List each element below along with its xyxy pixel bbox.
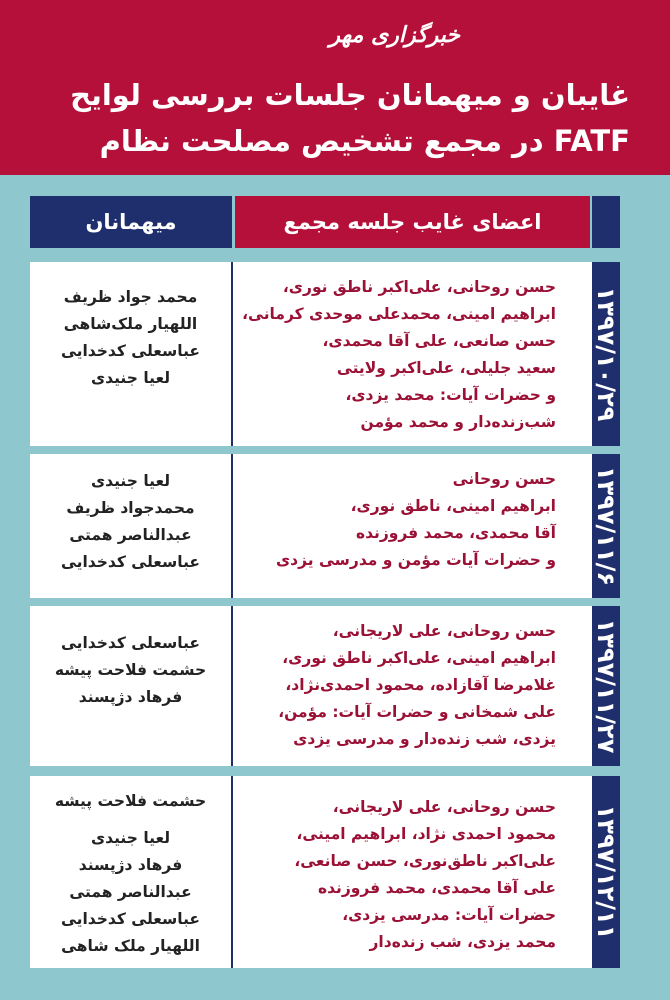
page-title <box>40 72 630 164</box>
absent-line: علی آقا محمدی، محمد فروزنده <box>317 879 556 897</box>
column-header-date <box>592 196 620 248</box>
guest-name: لعیا جنیدی <box>90 472 171 490</box>
absent-cell <box>235 454 590 598</box>
guest-name: لعیا جنیدی <box>90 369 171 387</box>
mehr-news-logo <box>230 14 460 60</box>
table-row <box>30 776 620 968</box>
absent-line: علی‌اکبر ناطق‌نوری، حسن صانعی، <box>294 852 556 870</box>
absent-line: غلامرضا آقازاده، محمود احمدی‌نژاد، <box>285 676 556 694</box>
guest-name: اللهیار ملک شاهی <box>61 937 200 955</box>
absent-line: حسن روحانی <box>452 470 556 488</box>
date-cell <box>592 776 620 968</box>
guest-name: عباسعلی کدخدایی <box>60 910 201 928</box>
spacer <box>30 815 231 825</box>
table-row <box>30 606 620 766</box>
title-line-1: غایبان و میهمانان جلسات بررسی لوایح <box>70 78 630 112</box>
absent-cell <box>235 606 590 766</box>
absent-line: آقا محمدی، محمد فروزنده <box>355 524 556 542</box>
table-row <box>30 262 620 446</box>
table-header <box>30 196 620 248</box>
absent-line: و حضرات آیات مؤمن و مدرسی یزدی <box>275 551 556 569</box>
title-line-2: FATF در مجمع تشخیص مصلحت نظام <box>99 124 630 158</box>
absent-line: شب‌زنده‌دار و محمد مؤمن <box>360 413 556 431</box>
guest-name: لعیا جنیدی <box>90 829 171 847</box>
absent-line: حسن صانعی، علی آقا محمدی، <box>322 332 556 350</box>
date-cell <box>592 262 620 446</box>
absent-line: محمد یزدی، شب زنده‌دار <box>369 933 556 951</box>
column-header-absent: اعضای غایب جلسه مجمع <box>235 196 590 248</box>
header-banner <box>0 0 670 175</box>
guest-name: اللهیار ملک‌شاهی <box>63 315 198 333</box>
guest-name: عباسعلی کدخدایی <box>60 553 201 571</box>
date-label: ۱۳۹۷/۱۲/۱۱ <box>592 804 620 940</box>
table-row <box>30 454 620 598</box>
guests-cell <box>30 262 233 446</box>
absent-line: سعید جلیلی، علی‌اکبر ولایتی <box>336 359 556 377</box>
absent-line: یزدی، شب زنده‌دار و مدرسی یزدی <box>293 730 556 748</box>
date-label: ۱۳۹۷/۱۱/۲۷ <box>592 618 620 754</box>
absent-line: حسن روحانی، علی‌اکبر ناطق نوری، <box>282 278 556 296</box>
guest-name: محمدجواد ظریف <box>66 499 195 517</box>
logo-text: خبرگزاری مهر <box>329 22 460 48</box>
guest-name: محمد جواد ظریف <box>63 288 198 306</box>
guests-cell <box>30 454 233 598</box>
absent-line: و حضرات آیات: محمد یزدی، <box>345 386 556 404</box>
absent-line: حضرات آیات: مدرسی یزدی، <box>342 906 556 924</box>
date-label: ۱۳۹۷/۱۰/۲۹ <box>592 286 620 422</box>
absent-line: محمود احمدی نژاد، ابراهیم امینی، <box>296 825 556 843</box>
absent-cell <box>235 262 590 446</box>
guest-name: فرهاد دژپسند <box>78 856 183 874</box>
absent-line: علی شمخانی و حضرات آیات: مؤمن، <box>278 703 556 721</box>
absent-line: ابراهیم امینی، علی‌اکبر ناطق نوری، <box>282 649 556 667</box>
column-header-guests: میهمانان <box>30 196 232 248</box>
date-cell <box>592 606 620 766</box>
absent-line: حسن روحانی، علی لاریجانی، <box>332 622 556 640</box>
guests-cell <box>30 776 233 968</box>
guest-name: حشمت فلاحت پیشه <box>54 792 207 810</box>
guest-name: حشمت فلاحت پیشه <box>54 661 207 679</box>
guests-cell <box>30 606 233 766</box>
absent-line: حسن روحانی، علی لاریجانی، <box>332 798 556 816</box>
guest-name: فرهاد دژپسند <box>78 688 183 706</box>
guest-name: عبدالناصر همتی <box>69 526 192 544</box>
guest-name: عباسعلی کدخدایی <box>60 342 201 360</box>
date-cell <box>592 454 620 598</box>
absent-line: ابراهیم امینی، محمدعلی موحدی کرمانی، <box>242 305 556 323</box>
date-label: ۱۳۹۷/۱۱/۶ <box>592 465 620 587</box>
guest-name: عباسعلی کدخدایی <box>60 634 201 652</box>
guest-name: عبدالناصر همتی <box>69 883 192 901</box>
absent-cell <box>235 776 590 968</box>
absent-line: ابراهیم امینی، ناطق نوری، <box>350 497 556 515</box>
